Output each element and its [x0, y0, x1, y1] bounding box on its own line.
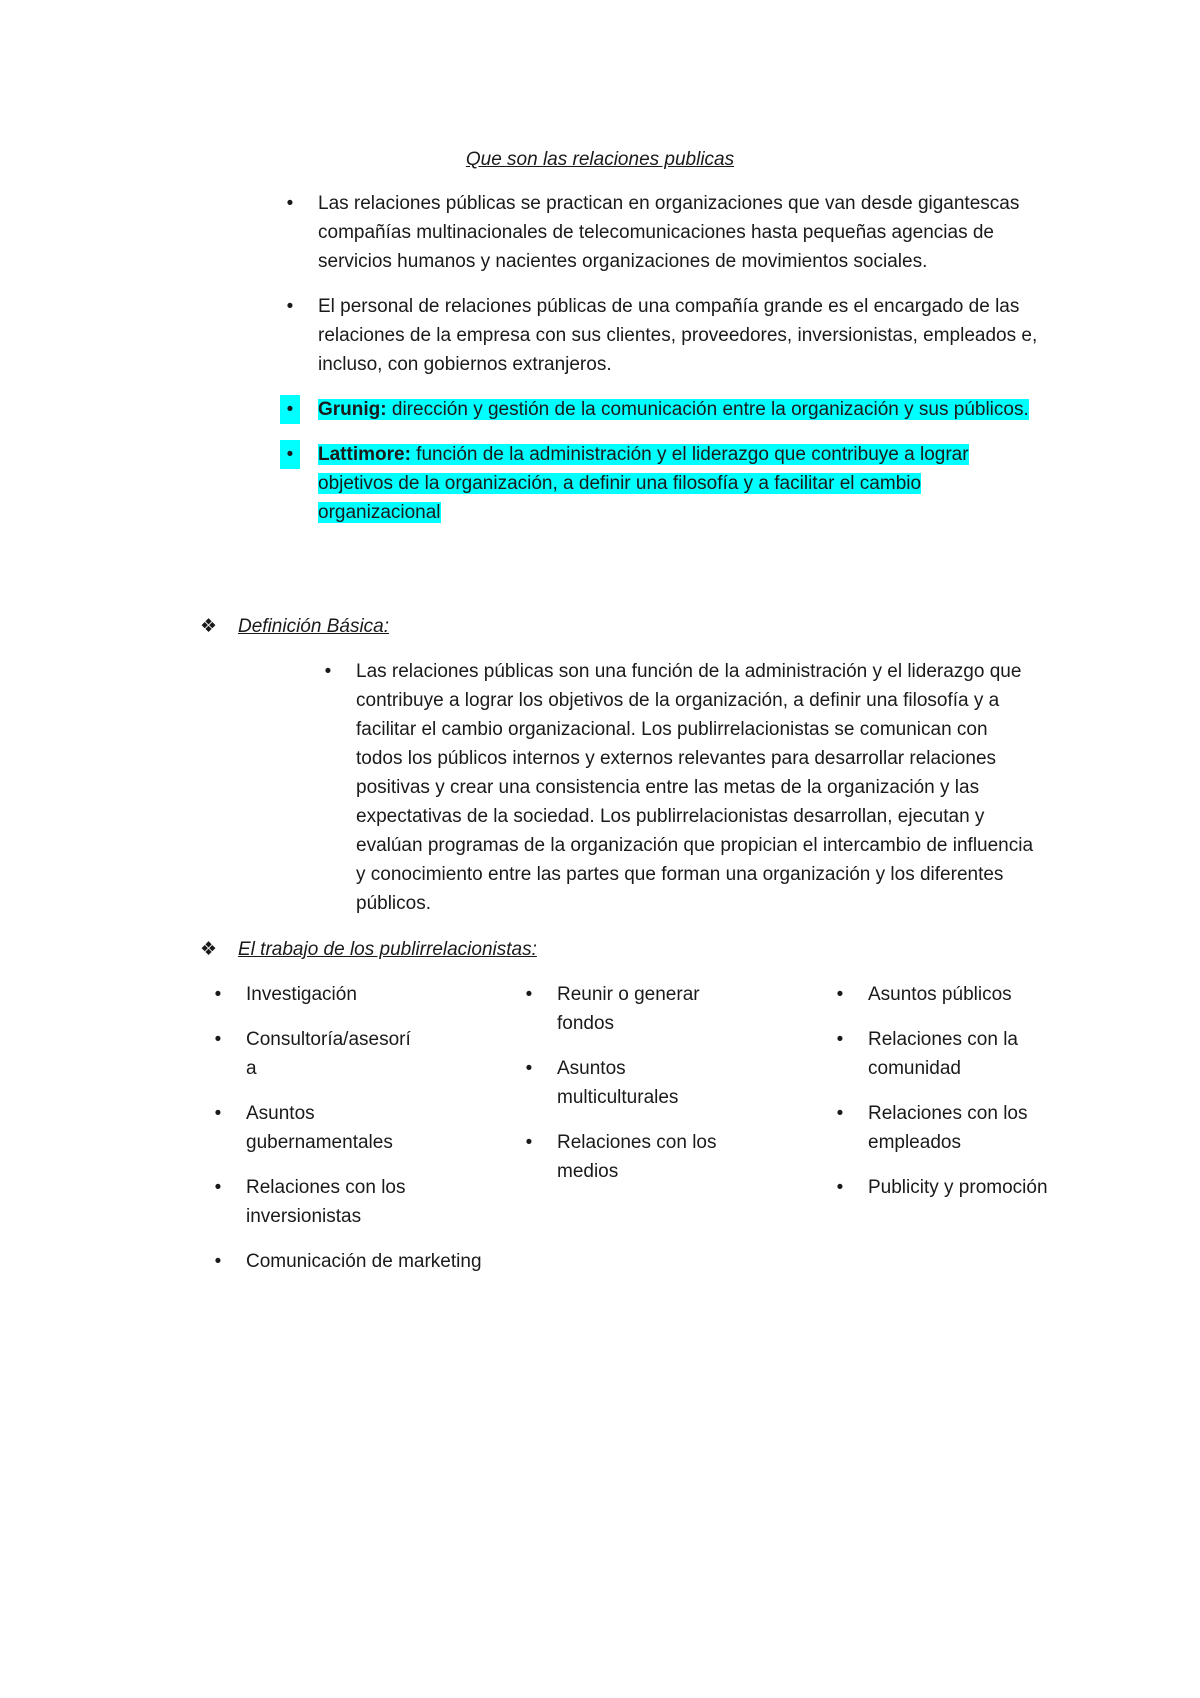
- intro-list: [286, 189, 1038, 527]
- list-item-text: Publicity y promoción: [868, 1177, 1048, 1198]
- list-item-text: Asuntos gubernamentales: [246, 1103, 393, 1153]
- list-item-text: Consultoría/asesoría: [246, 1029, 411, 1079]
- list-item: [214, 1247, 482, 1276]
- list-item-text: Investigación: [246, 984, 357, 1005]
- list-item: [214, 1173, 416, 1231]
- list-item-text: Asuntos multiculturales: [557, 1058, 679, 1108]
- list-item-text: Las relaciones públicas son una función de la administración y el liderazgo que contribuye a lograr los objetivos de la organización, a definir una filosofía y a facilitar el cambio organizacional. Los publirrelacionistas se comunican con todos los públicos internos y externos relevantes para desarrollar relaciones positivas y crear una consistencia entre las metas de la organización y las expectativas de la sociedad. Los publirrelacionistas desarrollan, ejecutan y evalúan programas de la organización que propician el intercambio de influencia y conocimiento entre las partes que forman una organización y los diferentes públicos.: [356, 661, 1034, 914]
- list-item: [324, 657, 1036, 918]
- author-name: Lattimore:: [318, 444, 411, 465]
- bullet-icon: •: [280, 395, 300, 424]
- list-item-text: dirección y gestión de la comunicación entre la organización y sus públicos.: [386, 399, 1029, 420]
- list-item-text: Reunir o generar fondos: [557, 984, 700, 1034]
- list-item: [836, 1099, 1048, 1157]
- list-item-text: Las relaciones públicas se practican en organizaciones que van desde gigantescas compañías multinacionales de telecomunicaciones hasta pequeñas agencias de servicios humanos y nacientes organizaciones de movimientos sociales.: [318, 193, 1020, 272]
- section-heading-text: Definición Básica:: [238, 616, 390, 637]
- bullet-icon: •: [525, 984, 533, 1005]
- list-item: [286, 189, 1038, 276]
- bullet-icon: •: [836, 1103, 844, 1124]
- bullet-icon: •: [836, 1177, 844, 1198]
- bullet-icon: •: [214, 1103, 222, 1124]
- bullet-icon: •: [286, 193, 294, 214]
- list-item-text: función de la administración y el liderazgo que contribuye a lograr objetivos de la organización, a definir una filosofía y a facilitar el cambio organizacional: [318, 444, 969, 523]
- list-item: [214, 1025, 416, 1083]
- bullet-icon: •: [286, 296, 294, 317]
- list-item: [836, 1173, 1048, 1202]
- basic-definition-list: [324, 657, 1036, 918]
- bullet-icon: •: [214, 984, 222, 1005]
- bullet-icon: •: [214, 1177, 222, 1198]
- list-item: [525, 980, 727, 1038]
- work-column-1: [214, 980, 482, 1292]
- work-column-3: [836, 980, 1048, 1218]
- work-column-2: [525, 980, 727, 1202]
- list-item-text: Relaciones con los empleados: [868, 1103, 1028, 1153]
- diamond-bullet-icon: ❖: [200, 939, 218, 960]
- section-heading-basic: [200, 612, 390, 641]
- bullet-icon: •: [280, 440, 300, 469]
- list-item: [525, 1054, 727, 1112]
- bullet-icon: •: [214, 1251, 222, 1272]
- list-item: [214, 980, 416, 1009]
- diamond-bullet-icon: ❖: [200, 616, 218, 637]
- section-heading-text: El trabajo de los publirrelacionistas:: [238, 939, 537, 960]
- list-item-text: Relaciones con los inversionistas: [246, 1177, 406, 1227]
- list-item: [525, 1128, 727, 1186]
- list-item: [836, 1025, 1048, 1083]
- bullet-icon: •: [525, 1132, 533, 1153]
- list-item: [214, 1099, 416, 1157]
- list-item: [286, 292, 1038, 379]
- list-item-text: El personal de relaciones públicas de una compañía grande es el encargado de las relaciones de la empresa con sus clientes, proveedores, inversionistas, empleados e, incluso, con gobiernos extranjeros.: [318, 296, 1038, 375]
- bullet-icon: •: [324, 661, 332, 682]
- list-item-highlighted: [286, 440, 1038, 527]
- section-heading-work: [200, 935, 537, 964]
- author-name: Grunig:: [318, 399, 387, 420]
- bullet-icon: •: [214, 1029, 222, 1050]
- list-item-text: Asuntos públicos: [868, 984, 1012, 1005]
- list-item-text: Comunicación de marketing: [246, 1251, 482, 1272]
- bullet-icon: •: [836, 984, 844, 1005]
- bullet-icon: •: [836, 1029, 844, 1050]
- list-item-text: Relaciones con la comunidad: [868, 1029, 1018, 1079]
- list-item: [836, 980, 1048, 1009]
- list-item-highlighted: [286, 395, 1038, 424]
- bullet-icon: •: [525, 1058, 533, 1079]
- list-item-text: Relaciones con los medios: [557, 1132, 717, 1182]
- page-title: Que son las relaciones publicas: [465, 149, 735, 170]
